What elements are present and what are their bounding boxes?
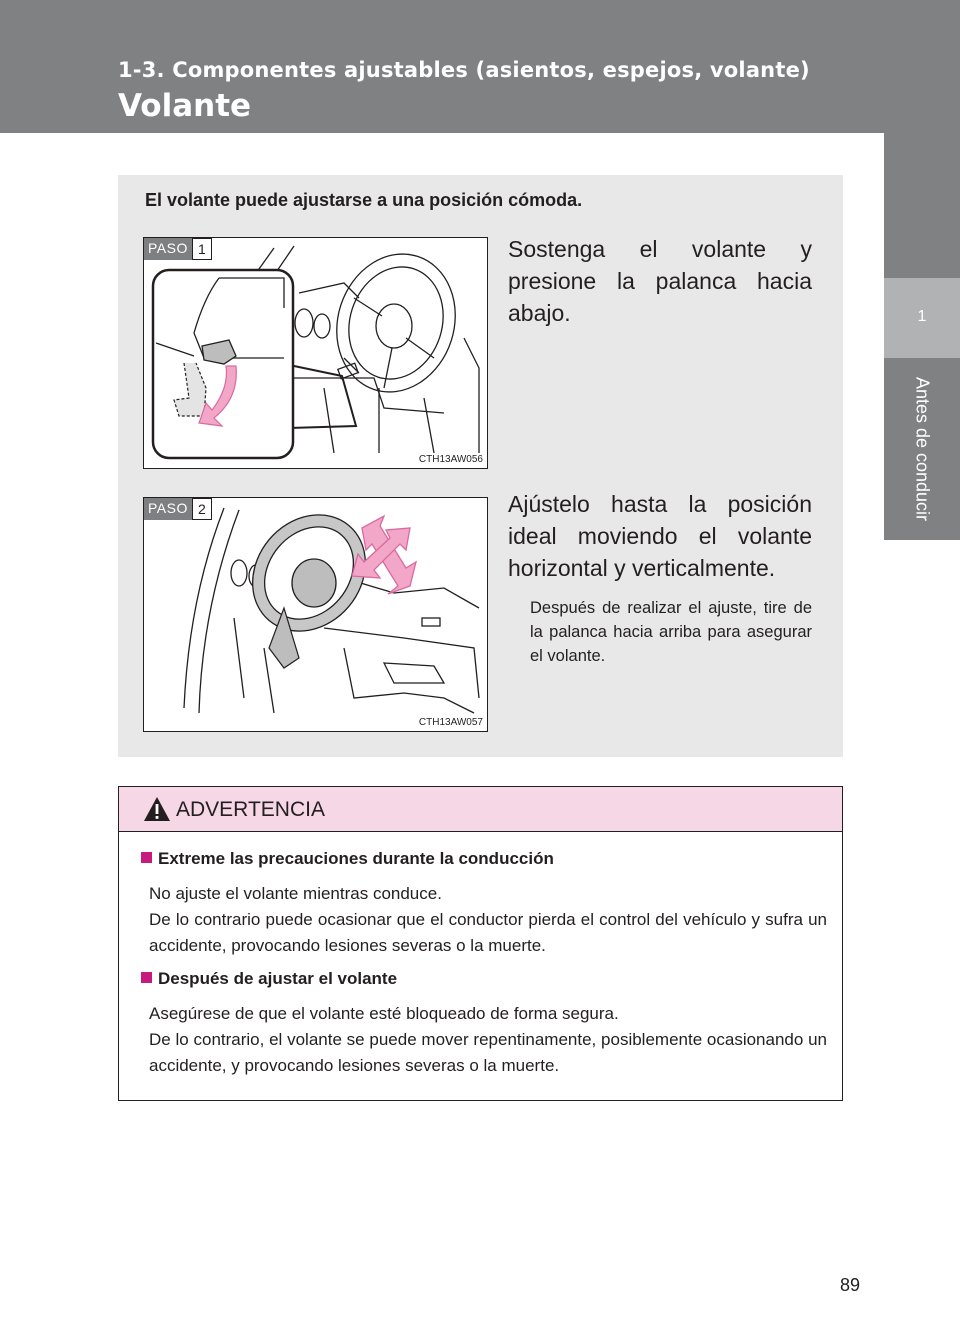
chapter-tab [884, 0, 960, 540]
step2-note: Después de realizar el ajuste, tire de la palanca hacia arriba para asegurar el volante. [530, 599, 812, 665]
warning-item-title: Después de ajustar el volante [141, 969, 397, 989]
bullet-square-icon [141, 852, 152, 863]
bullet-square-icon [141, 972, 152, 983]
step2-badge: PASO 2 [144, 498, 212, 520]
warning-triangle-icon [143, 796, 171, 822]
warning-header [119, 787, 842, 832]
chapter-number: 1 [884, 278, 960, 358]
step1-badge: PASO 1 [144, 238, 212, 260]
section-title: 1-3. Componentes ajustables (asientos, espejos, volante) [118, 58, 810, 82]
steering-lever-down-icon [144, 238, 487, 468]
step1-text: Sostenga el volante y presione la palanca hacia abajo. [508, 236, 812, 326]
warning-title: ADVERTENCIA [176, 798, 325, 821]
page-title: Volante [118, 88, 252, 124]
steering-adjust-arrows-icon [144, 498, 487, 731]
warning-item-text: No ajuste el volante mientras conduce. De lo contrario puede ocasionar que el conductor pierda el control del vehículo y sufra un accidente, provocando lesiones severas o la muerte. [149, 884, 827, 955]
step2-text: Ajústelo hasta la posición ideal moviendo el volante horizontal y verticalmente. [508, 491, 812, 581]
warning-box [118, 786, 843, 1101]
figure-code: CTH13AW057 [418, 717, 483, 728]
step2-illustration [143, 497, 488, 732]
figure-code: CTH13AW056 [418, 454, 483, 465]
chapter-label: Antes de conducir [912, 376, 933, 522]
warning-item-text: Asegúrese de que el volante esté bloqueado de forma segura. De lo contrario, el volante se puede mover repentinamente, posiblemente ocasionando un accidente, y provocando lesiones severas o la muerte. [149, 1004, 827, 1075]
warning-item-title: Extreme las precauciones durante la conducción [141, 849, 554, 869]
page-number: 89 [840, 1275, 861, 1295]
step1-illustration [143, 237, 488, 469]
page-header [0, 0, 960, 133]
intro-text: El volante puede ajustarse a una posición cómoda. [145, 190, 583, 210]
